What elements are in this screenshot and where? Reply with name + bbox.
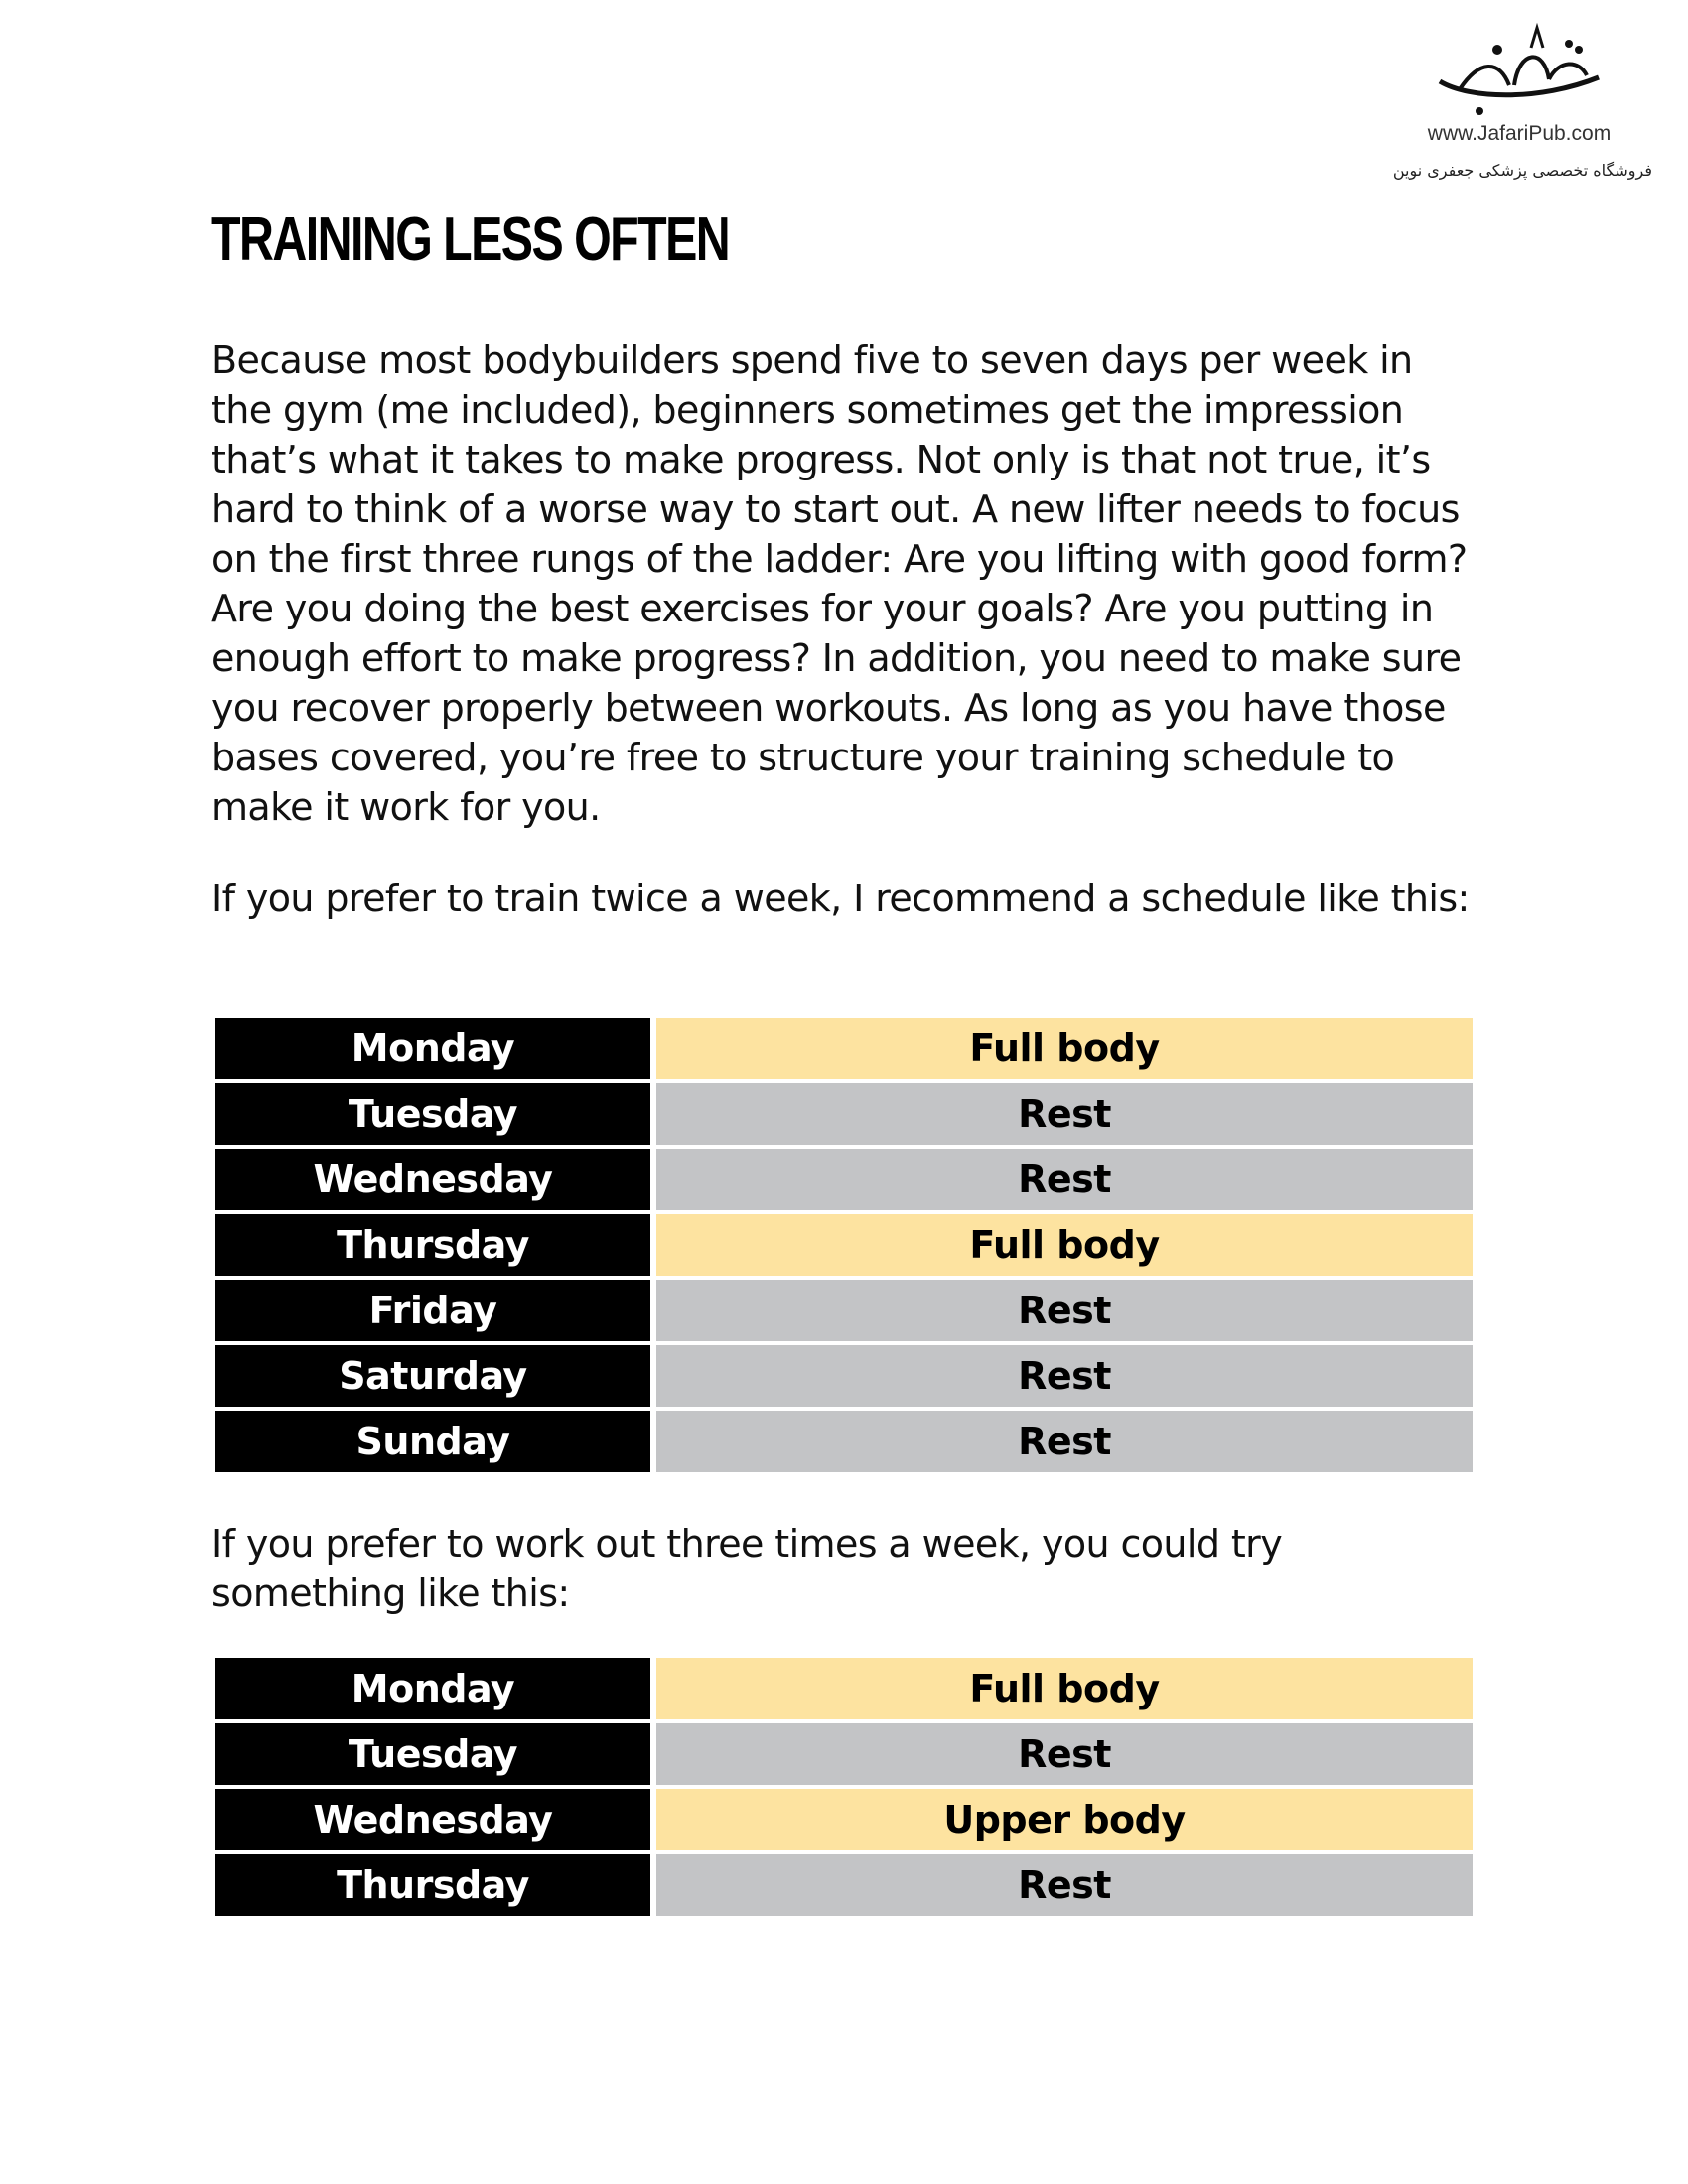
table-row bbox=[215, 1345, 1473, 1407]
day-cell: Monday bbox=[215, 1018, 650, 1079]
intro-paragraph: Because most bodybuilders spend five to seven days per week in the gym (me included), beginners sometimes get the impression that’s what it takes to make progress. Not only is that not true, it’s hard to think of a worse way to start out. A new lifter needs to focus on the first three rungs of the ladder: Are you lifting with good form? Are you doing the best exercises for your goals? Are you putting in enough effort to make progress? In addition, you need to make sure you recover properly between workouts. As long as you have those bases covered, you’re free to structure your training schedule to make it work for you. bbox=[211, 339, 1468, 829]
table-row bbox=[215, 1149, 1473, 1210]
activity-cell: Full body bbox=[656, 1018, 1473, 1079]
activity-cell: Upper body bbox=[656, 1789, 1473, 1850]
two-day-schedule-table bbox=[215, 1018, 1473, 1476]
day-cell: Thursday bbox=[215, 1214, 650, 1276]
day-cell: Monday bbox=[215, 1658, 650, 1719]
three-day-schedule-table bbox=[215, 1658, 1473, 1920]
activity-cell: Rest bbox=[656, 1411, 1473, 1472]
logo-url: www.JafariPub.com bbox=[1427, 122, 1612, 145]
day-cell: Friday bbox=[215, 1280, 650, 1341]
day-cell: Tuesday bbox=[215, 1723, 650, 1785]
publisher-logo bbox=[1380, 20, 1658, 189]
table-row bbox=[215, 1658, 1473, 1719]
table-row bbox=[215, 1083, 1473, 1145]
table-row bbox=[215, 1854, 1473, 1916]
day-cell: Tuesday bbox=[215, 1083, 650, 1145]
table-row bbox=[215, 1723, 1473, 1785]
day-cell: Sunday bbox=[215, 1411, 650, 1472]
table-row bbox=[215, 1280, 1473, 1341]
table-row bbox=[215, 1411, 1473, 1472]
three-day-intro: If you prefer to work out three times a week, you could try something like this: bbox=[211, 1522, 1283, 1615]
page-title: TRAINING LESS OFTEN bbox=[211, 205, 730, 274]
activity-cell: Rest bbox=[656, 1280, 1473, 1341]
table-row bbox=[215, 1789, 1473, 1850]
day-cell: Wednesday bbox=[215, 1789, 650, 1850]
activity-cell: Rest bbox=[656, 1854, 1473, 1916]
activity-cell: Rest bbox=[656, 1345, 1473, 1407]
activity-cell: Rest bbox=[656, 1723, 1473, 1785]
day-cell: Saturday bbox=[215, 1345, 650, 1407]
day-cell: Wednesday bbox=[215, 1149, 650, 1210]
logo-subtitle: فروشگاه تخصصی پزشکی جعفری نوین bbox=[1392, 161, 1652, 180]
calligraphy-logo-icon bbox=[1420, 20, 1618, 119]
table-row bbox=[215, 1214, 1473, 1276]
activity-cell: Full body bbox=[656, 1658, 1473, 1719]
activity-cell: Full body bbox=[656, 1214, 1473, 1276]
activity-cell: Rest bbox=[656, 1083, 1473, 1145]
table-row bbox=[215, 1018, 1473, 1079]
activity-cell: Rest bbox=[656, 1149, 1473, 1210]
two-day-intro: If you prefer to train twice a week, I recommend a schedule like this: bbox=[211, 877, 1470, 920]
day-cell: Thursday bbox=[215, 1854, 650, 1916]
